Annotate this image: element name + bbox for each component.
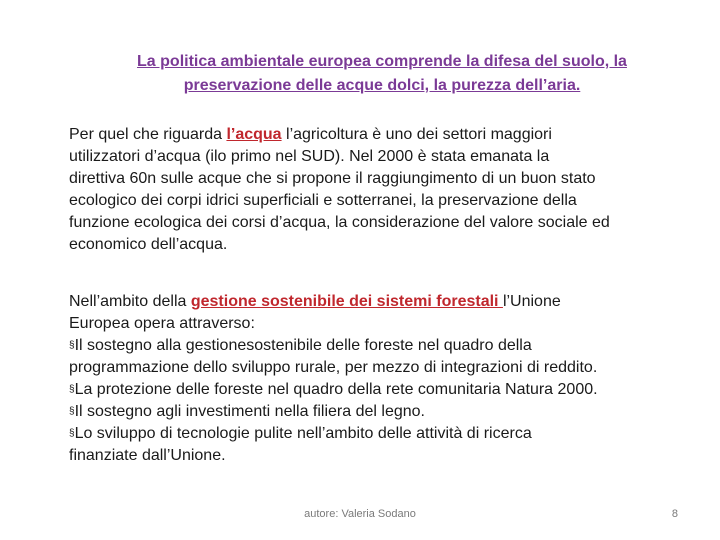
bullet-icon: § [69, 406, 75, 417]
text-line [69, 124, 717, 146]
paragraph-water [69, 124, 717, 256]
text-line: programmazione dello sviluppo rurale, per mezzo di integrazioni di reddito. [69, 359, 598, 376]
bullet-text: La protezione delle foreste nel quadro della rete comunitaria Natura 2000. [74, 381, 598, 398]
text-line: direttiva 60n sulle acque che si propone il raggiungimento di un buon stato [69, 170, 596, 187]
text-line: finanziate dall’Unione. [69, 447, 226, 464]
slide-title [60, 50, 704, 98]
bullet-text: Lo sviluppo di tecnologie pulite nell’ambito delle attività di ricerca [74, 425, 532, 442]
bullet-text: Il sostegno alla gestionesostenibile delle foreste nel quadro della [74, 337, 532, 354]
text-line: ecologico dei corpi idrici superficiali e sotterranei, la preservazione della [69, 192, 577, 209]
paragraph-forests [69, 291, 717, 467]
bullet-item [69, 401, 717, 423]
text-line: Europea opera attraverso: [69, 315, 255, 332]
bullet-item [69, 335, 717, 357]
text-segment: Per quel che riguarda [69, 126, 227, 143]
text-line: funzione ecologica dei corsi d’acqua, la considerazione del valore sociale ed [69, 214, 610, 231]
page-number: 8 [671, 508, 678, 520]
highlight-water: l’acqua [226, 126, 282, 143]
text-line: utilizzatori d’acqua (ilo primo nel SUD). Nel 2000 è stata emanata la [69, 148, 550, 165]
footer-author: autore: Valeria Sodano [304, 508, 416, 520]
bullet-icon: § [69, 428, 75, 439]
title-line: preservazione delle acque dolci, la purezza dell’aria. [183, 77, 581, 94]
bullet-item [69, 379, 717, 401]
title-line: La politica ambientale europea comprende la difesa del suolo, la [137, 53, 627, 70]
text-segment: Nell’ambito della [69, 293, 191, 310]
bullet-icon: § [69, 340, 75, 351]
bullet-icon: § [69, 384, 75, 395]
bullet-item [69, 423, 717, 445]
text-segment: l’agricoltura è uno dei settori maggiori [281, 126, 552, 143]
bullet-text: Il sostegno agli investimenti nella filiera del legno. [74, 403, 425, 420]
text-segment: l’Unione [502, 293, 561, 310]
highlight-forest-management: gestione sostenibile dei sistemi forestali [190, 293, 503, 310]
text-line: economico dell’acqua. [69, 236, 228, 253]
text-line [69, 291, 717, 313]
